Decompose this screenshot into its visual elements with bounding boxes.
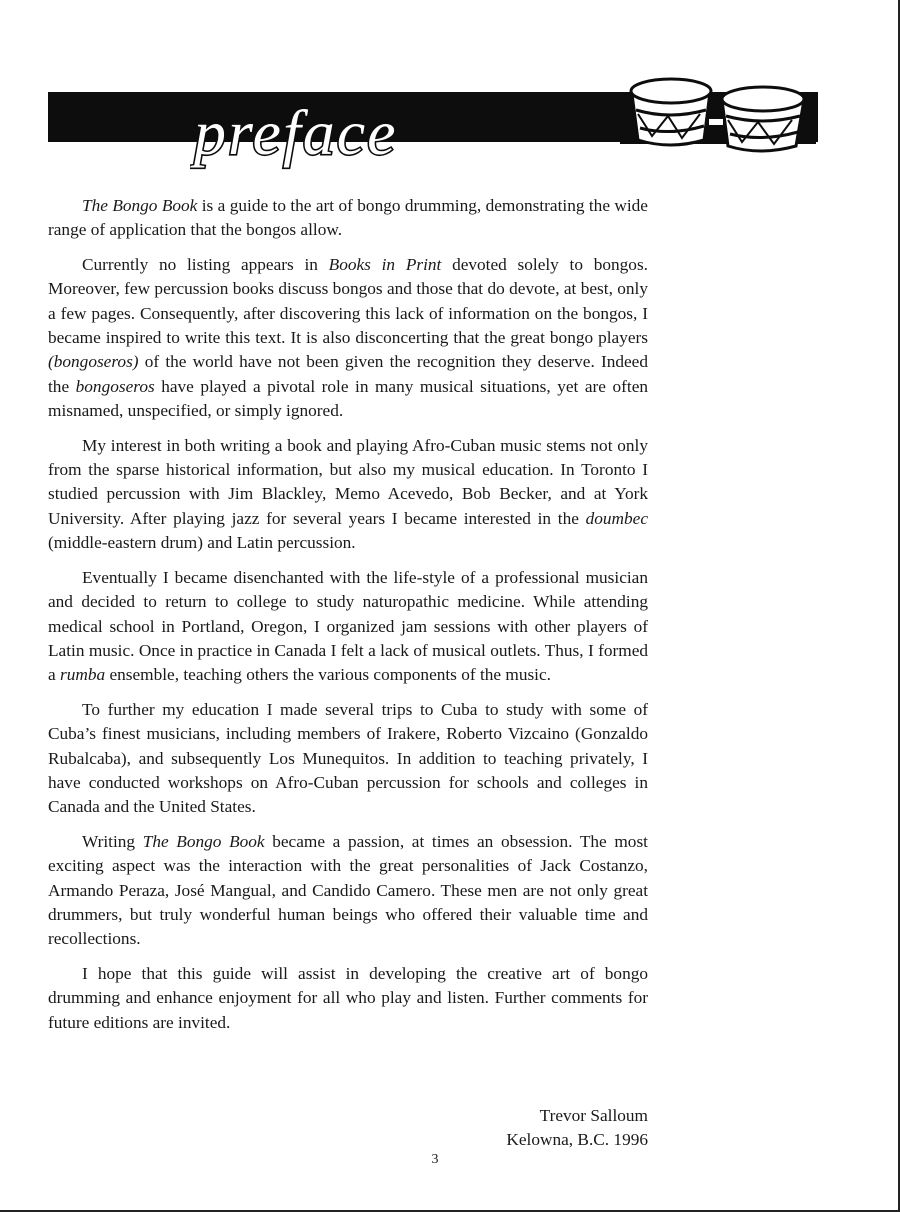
text-run: I hope that this guide will assist in developing the creative art of bongo drumming and enhance enjoyment for all who play and listen. Further comments for future editions are invited.: [48, 963, 648, 1032]
page-title-text: preface: [194, 106, 398, 168]
paragraph: [48, 962, 648, 1035]
bongo-drums-icon: [618, 62, 818, 162]
signature: [506, 1104, 648, 1153]
body-text: [48, 194, 648, 1045]
paragraph: [48, 253, 648, 424]
text-run: have played a pivotal role in many musical situations, yet are often misnamed, unspecified, or simply ignored.: [48, 376, 648, 421]
italic-text: Books in Print: [328, 254, 442, 274]
italic-text: bongoseros: [75, 376, 155, 396]
paragraph: [48, 434, 648, 556]
paragraph: [48, 194, 648, 243]
text-run: of the world have not been given the recognition they deserve. Indeed the: [48, 352, 648, 396]
paragraph: [48, 566, 648, 688]
text-run: became a passion, at times an obsession. The most exciting aspect was the interaction with the great personalities of Jack Costanzo, Armando Peraza, José Mangual, and Candido Camero. These men are not only great drummers, but truly wonderful human beings who offered their valuable time and recollections.: [48, 831, 648, 949]
text-run: ensemble, teaching others the various components of the music.: [105, 665, 551, 685]
text-run: is a guide to the art of bongo drumming, demonstrating the wide range of application that the bongos allow.: [48, 196, 648, 240]
text-run: To further my education I made several trips to Cuba to study with some of Cuba’s finest musicians, including members of Irakere, Roberto Vizcaino (Gonzaldo Rubalcaba), and subsequently Los Munequitos. In addition to teaching privately, I have conducted workshops on Afro-Cuban percussion for schools and colleges in Canada and the United States.: [48, 699, 648, 817]
italic-text: rumba: [60, 665, 106, 685]
author-name: Trevor Salloum: [539, 1106, 648, 1125]
text-run: My interest in both writing a book and playing Afro-Cuban music stems not only from the sparse historical information, but also my musical education. In Toronto I studied percussion with Jim Blackley, Memo Acevedo, Bob Becker, and at York University. After playing jazz for several years I became interested in the: [48, 435, 648, 528]
text-run: Writing: [82, 831, 143, 851]
text-run: Eventually I became disenchanted with the life-style of a professional musician and decided to return to college to study naturopathic medicine. While attending medical school in Portland, Oregon, I organized jam sessions with other players of Latin music. Once in practice in Canada I felt a lack of musical outlets. Thus, I formed a: [48, 567, 648, 685]
italic-text: (bongoseros): [48, 352, 139, 372]
page-number: 3: [431, 1152, 439, 1167]
place-date: Kelowna, B.C. 1996: [506, 1130, 648, 1150]
text-run: Currently no listing appears in: [82, 254, 329, 274]
text-run: (middle-eastern drum) and Latin percussion.: [48, 533, 356, 553]
paragraph: [48, 698, 648, 820]
italic-text: doumbec: [585, 508, 648, 528]
paragraph: [48, 830, 648, 952]
italic-text: The Bongo Book: [142, 831, 265, 851]
italic-text: The Bongo Book: [82, 196, 198, 215]
page-title: [190, 106, 500, 190]
text-run: devoted solely to bongos. Moreover, few percussion books discuss bongos and those that do devote, at best, only a few pages. Consequently, after discovering this lack of information on the bongos, I became inspired to write this text. It is also disconcerting that the great bongo players: [48, 254, 648, 348]
